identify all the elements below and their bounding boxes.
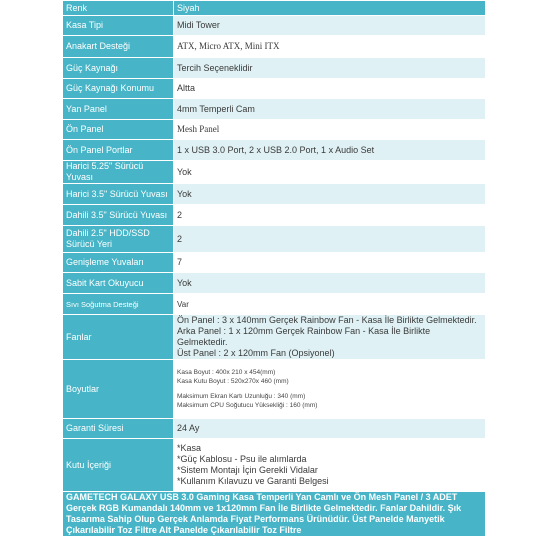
spec-value: 4mm Temperli Cam bbox=[174, 99, 486, 120]
spec-key: Dahili 3.5" Sürücü Yuvası bbox=[63, 205, 174, 226]
spec-key: Sıvı Soğutma Desteği bbox=[63, 294, 174, 315]
spec-value: Var bbox=[174, 294, 486, 315]
spec-row bbox=[63, 36, 486, 58]
product-description: GAMETECH GALAXY USB 3.0 Gaming Kasa Temperli Yan Camlı ve Ön Mesh Panel / 3 ADET Gerçek RGB Kumandalı 140mm ve 1x120mm Fan İle Birlikte Gelmektedir. Fanlar Dahildir. Şık Tasarıma Sahip Olup Gerçek Anlamda Fiyat Performans Ürünüdür. bbox=[66, 492, 462, 524]
spec-row bbox=[63, 253, 486, 273]
spec-value: 2 bbox=[174, 205, 486, 226]
dimension-line: Kasa Boyut : 400x 210 x 454(mm) bbox=[177, 369, 276, 376]
spec-key: Fanlar bbox=[63, 315, 174, 360]
dimension-line: Maksimum Ekran Kartı Uzunluğu : 340 (mm) bbox=[177, 393, 306, 400]
spec-row bbox=[63, 79, 486, 99]
box-content-line: *Kasa bbox=[177, 443, 202, 453]
spec-key: Anakart Desteği bbox=[63, 36, 174, 58]
spec-row bbox=[63, 58, 486, 79]
spec-key: Ön Panel Portlar bbox=[63, 140, 174, 161]
spec-key: Ön Panel bbox=[63, 120, 174, 140]
spec-row bbox=[63, 99, 486, 120]
box-content-line: *Sistem Montajı İçin Gerekli Vidalar bbox=[177, 465, 318, 475]
spec-row-box-contents bbox=[63, 439, 486, 492]
spec-row-color bbox=[63, 1, 486, 16]
spec-value: ATX, Micro ATX, Mini ITX bbox=[174, 36, 486, 58]
spec-key: Harici 3.5" Sürücü Yuvası bbox=[63, 184, 174, 205]
box-content-line: *Güç Kablosu - Psu ile alımlarda bbox=[177, 454, 307, 464]
dust-filter-note: Üst Panelde Manyetik Çıkarılabilir Toz Filtre bbox=[66, 514, 445, 535]
spec-value bbox=[174, 439, 486, 492]
spec-key: Garanti Süresi bbox=[63, 419, 174, 439]
fan-line: Üst Panel : 2 x 120mm Fan (Opsiyonel) bbox=[177, 348, 335, 358]
spec-value: 2 bbox=[174, 226, 486, 253]
spec-row-dimensions bbox=[63, 360, 486, 419]
spec-key: Sabit Kart Okuyucu bbox=[63, 273, 174, 294]
spec-key: Güç Kaynağı bbox=[63, 58, 174, 79]
spec-key: Harici 5.25" Sürücü Yuvası bbox=[63, 161, 174, 184]
spec-row bbox=[63, 140, 486, 161]
fan-line: Ön Panel : 3 x 140mm Gerçek Rainbow Fan - Kasa İle Birlikte Gelmektedir. bbox=[177, 315, 477, 325]
spec-key: Renk bbox=[63, 1, 174, 16]
spec-row bbox=[63, 205, 486, 226]
spec-row bbox=[63, 226, 486, 253]
spec-value: Mesh Panel bbox=[174, 120, 486, 140]
box-content-line: *Kullanım Kılavuzu ve Garanti Belgesi bbox=[177, 476, 329, 486]
spec-key: Genişleme Yuvaları bbox=[63, 253, 174, 273]
spec-sheet bbox=[62, 0, 486, 537]
spec-value: Yok bbox=[174, 184, 486, 205]
spec-row bbox=[63, 161, 486, 184]
spec-row-notes bbox=[63, 492, 486, 537]
spec-table bbox=[62, 0, 486, 537]
spec-key: Boyutlar bbox=[63, 360, 174, 419]
spec-row bbox=[63, 16, 486, 36]
dimension-line: Kasa Kutu Boyut : 520x270x 460 (mm) bbox=[177, 378, 289, 385]
spec-row bbox=[63, 294, 486, 315]
spec-value: 1 x USB 3.0 Port, 2 x USB 2.0 Port, 1 x Audio Set bbox=[174, 140, 486, 161]
spec-row-warranty bbox=[63, 419, 486, 439]
spec-value: 7 bbox=[174, 253, 486, 273]
fan-line: Arka Panel : 1 x 120mm Gerçek Rainbow Fan - Kasa İle Birlikte Gelmektedir. bbox=[177, 326, 431, 347]
spec-value: Tercih Seçeneklidir bbox=[174, 58, 486, 79]
spec-row bbox=[63, 120, 486, 140]
dust-filter-note: Alt Panelde Çıkarılabilir Toz Filtre bbox=[159, 525, 302, 535]
spec-value: Midi Tower bbox=[174, 16, 486, 36]
spec-value: Yok bbox=[174, 161, 486, 184]
spec-key: Kutu İçeriği bbox=[63, 439, 174, 492]
spec-row bbox=[63, 273, 486, 294]
spec-value bbox=[174, 315, 486, 360]
spec-value: Siyah bbox=[174, 1, 486, 16]
spec-value bbox=[174, 360, 486, 419]
spec-key: Kasa Tipi bbox=[63, 16, 174, 36]
spec-row-fans bbox=[63, 315, 486, 360]
spec-key: Güç Kaynağı Konumu bbox=[63, 79, 174, 99]
spec-key: Yan Panel bbox=[63, 99, 174, 120]
dimension-line: Maksimum CPU Soğutucu Yüksekliği : 160 (mm) bbox=[177, 402, 318, 409]
product-notes bbox=[63, 492, 486, 537]
spec-key: Dahili 2.5" HDD/SSD Sürücü Yeri bbox=[63, 226, 174, 253]
spec-value: Altta bbox=[174, 79, 486, 99]
spec-value: Yok bbox=[174, 273, 486, 294]
spec-row bbox=[63, 184, 486, 205]
spec-value: 24 Ay bbox=[174, 419, 486, 439]
